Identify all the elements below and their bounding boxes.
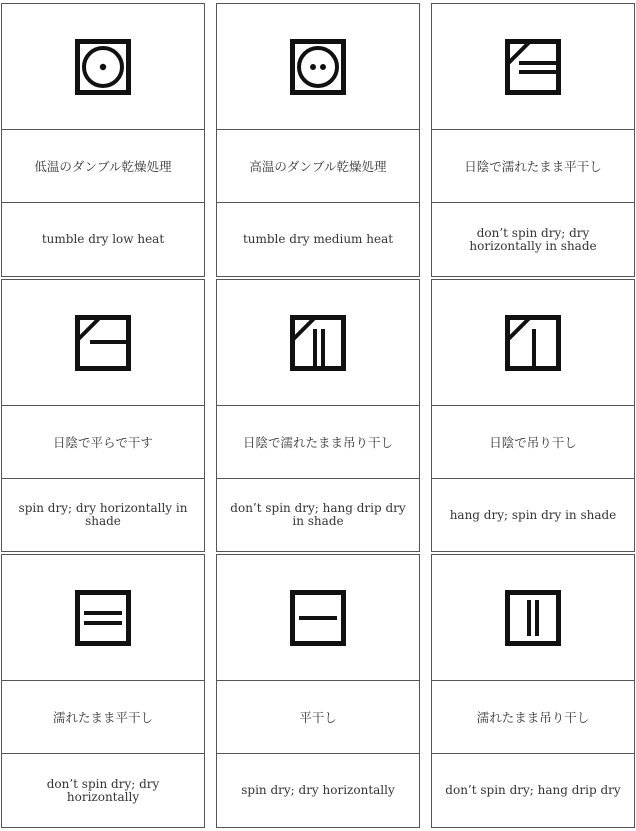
english-label: tumble dry low heat — [41, 232, 165, 246]
dry-flat-in-shade-no-spin-icon — [505, 39, 561, 95]
symbol-card — [431, 554, 635, 828]
symbol-card — [1, 279, 205, 552]
drip-dry-in-shade-icon — [290, 315, 346, 371]
japanese-label: 平干し — [217, 681, 419, 754]
japanese-label: 低温のダンブル乾燥処理 — [2, 130, 204, 203]
tumble-dry-low-heat-icon — [75, 39, 131, 95]
tumble-dry-medium-heat-icon — [290, 39, 346, 95]
english-label: spin dry; dry horizontally — [241, 783, 395, 797]
symbol-card — [216, 554, 420, 828]
symbol-card — [431, 279, 635, 552]
symbol-card — [431, 3, 635, 277]
dry-flat-no-spin-icon — [75, 590, 131, 646]
dry-flat-in-shade-icon — [75, 315, 131, 371]
symbol-card — [1, 554, 205, 828]
symbol-card — [216, 279, 420, 552]
dry-flat-icon — [290, 590, 346, 646]
japanese-label: 日陰で平らで干す — [2, 406, 204, 479]
symbol-card — [216, 3, 420, 277]
english-label: spin dry; dry horizontally in shade — [18, 501, 188, 528]
symbol-card — [1, 3, 205, 277]
drip-dry-icon — [505, 590, 561, 646]
english-label: tumble dry medium heat — [242, 232, 394, 246]
japanese-label: 濡れたまま平干し — [2, 681, 204, 754]
japanese-label: 日陰で濡れたまま平干し — [432, 130, 634, 203]
english-label: don’t spin dry; hang drip dry — [445, 783, 621, 797]
line-dry-in-shade-icon — [505, 315, 561, 371]
english-label: hang dry; spin dry in shade — [449, 507, 617, 522]
english-label: don’t spin dry; dry horizontally in shade — [469, 225, 597, 253]
japanese-label: 高温のダンブル乾燥処理 — [217, 130, 419, 203]
japanese-label: 日陰で吊り干し — [432, 406, 634, 479]
english-label: don’t spin dry; hang drip dry in shade — [230, 501, 406, 528]
english-label: don’t spin dry; dry horizontally — [46, 776, 160, 804]
japanese-label: 濡れたまま吊り干し — [432, 681, 634, 754]
japanese-label: 日陰で濡れたまま吊り干し — [217, 406, 419, 479]
